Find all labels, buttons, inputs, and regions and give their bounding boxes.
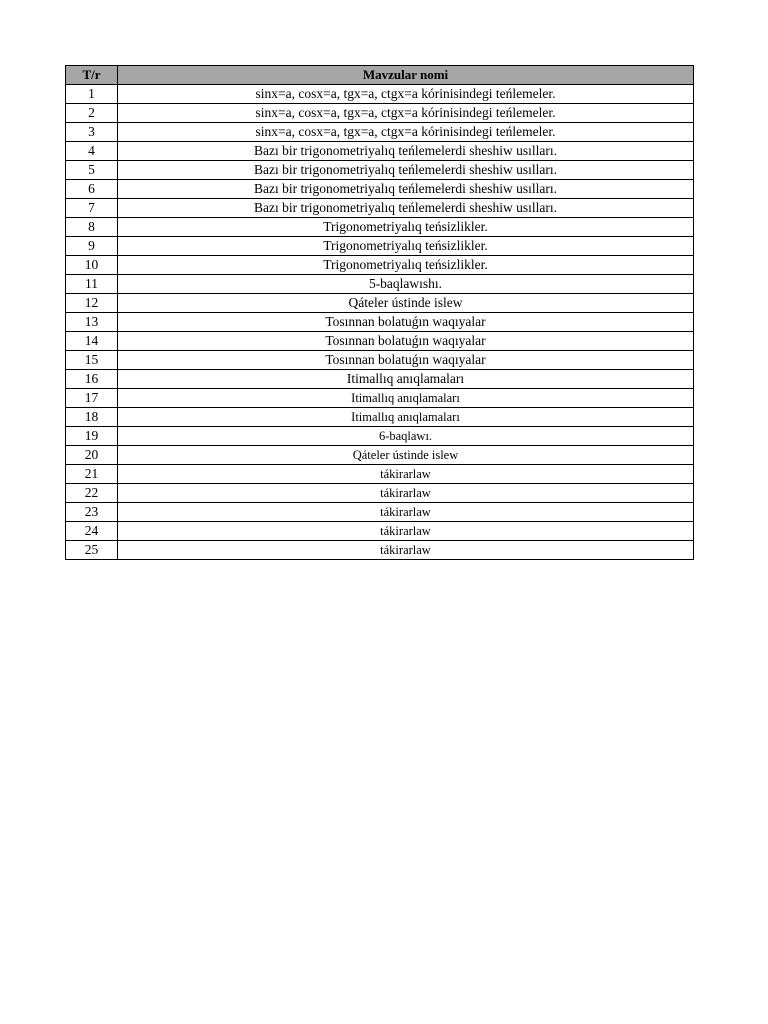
table-row <box>66 199 694 218</box>
header-number: T/r <box>66 66 118 85</box>
header-topic-name: Mavzular nomi <box>118 66 694 85</box>
row-topic-cell: 5-baqlawıshı. <box>118 275 694 294</box>
row-number-cell: 5 <box>66 161 118 180</box>
row-number-cell: 24 <box>66 522 118 541</box>
table-row <box>66 332 694 351</box>
row-number-cell: 15 <box>66 351 118 370</box>
table-row <box>66 123 694 142</box>
row-number-cell: 9 <box>66 237 118 256</box>
row-number-cell: 23 <box>66 503 118 522</box>
row-number-cell: 12 <box>66 294 118 313</box>
table-row <box>66 522 694 541</box>
row-topic-cell: tákirarlaw <box>118 541 694 560</box>
row-number-cell: 18 <box>66 408 118 427</box>
table-row <box>66 446 694 465</box>
row-number-cell: 8 <box>66 218 118 237</box>
row-topic-cell: Qáteler ústinde islew <box>118 294 694 313</box>
row-topic-cell: Qáteler ústinde islew <box>118 446 694 465</box>
table-row <box>66 218 694 237</box>
table-row <box>66 484 694 503</box>
table-body <box>66 85 694 560</box>
table-row <box>66 237 694 256</box>
table-row <box>66 465 694 484</box>
row-topic-cell: 6-baqlawı. <box>118 427 694 446</box>
row-number-cell: 16 <box>66 370 118 389</box>
table-header-row <box>66 66 694 85</box>
row-number-cell: 2 <box>66 104 118 123</box>
table-row <box>66 427 694 446</box>
row-topic-cell: Trigonometriyalıq teńsizlikler. <box>118 237 694 256</box>
table-row <box>66 180 694 199</box>
row-number-cell: 21 <box>66 465 118 484</box>
row-topic-cell: tákirarlaw <box>118 484 694 503</box>
row-topic-cell: Tosınnan bolatuǵın waqıyalar <box>118 351 694 370</box>
table-row <box>66 351 694 370</box>
row-topic-cell: Itimallıq anıqlamaları <box>118 408 694 427</box>
row-number-cell: 19 <box>66 427 118 446</box>
row-number-cell: 7 <box>66 199 118 218</box>
table-row <box>66 142 694 161</box>
row-number-cell: 10 <box>66 256 118 275</box>
row-number-cell: 4 <box>66 142 118 161</box>
row-topic-cell: Bazı bir trigonometriyalıq teńlemelerdi sheshiw usılları. <box>118 161 694 180</box>
table-row <box>66 389 694 408</box>
row-topic-cell: Bazı bir trigonometriyalıq teńlemelerdi sheshiw usılları. <box>118 199 694 218</box>
table-row <box>66 161 694 180</box>
row-number-cell: 14 <box>66 332 118 351</box>
table-row <box>66 256 694 275</box>
row-number-cell: 25 <box>66 541 118 560</box>
row-number-cell: 3 <box>66 123 118 142</box>
row-topic-cell: Tosınnan bolatuǵın waqıyalar <box>118 332 694 351</box>
row-number-cell: 17 <box>66 389 118 408</box>
row-number-cell: 6 <box>66 180 118 199</box>
table-row <box>66 104 694 123</box>
row-topic-cell: Itimallıq anıqlamaları <box>118 389 694 408</box>
row-topic-cell: tákirarlaw <box>118 522 694 541</box>
row-number-cell: 1 <box>66 85 118 104</box>
table-row <box>66 294 694 313</box>
row-topic-cell: Tosınnan bolatuǵın waqıyalar <box>118 313 694 332</box>
row-topic-cell: Bazı bir trigonometriyalıq teńlemelerdi sheshiw usılları. <box>118 180 694 199</box>
row-topic-cell: sinx=a, cosx=a, tgx=a, ctgx=a kórinisindegi teńlemeler. <box>118 85 694 104</box>
table-row <box>66 541 694 560</box>
row-topic-cell: Bazı bir trigonometriyalıq teńlemelerdi sheshiw usılları. <box>118 142 694 161</box>
table-row <box>66 370 694 389</box>
row-number-cell: 13 <box>66 313 118 332</box>
row-topic-cell: tákirarlaw <box>118 465 694 484</box>
table-row <box>66 275 694 294</box>
table-row <box>66 408 694 427</box>
row-topic-cell: Trigonometriyalıq teńsizlikler. <box>118 218 694 237</box>
row-topic-cell: sinx=a, cosx=a, tgx=a, ctgx=a kórinisindegi teńlemeler. <box>118 123 694 142</box>
row-topic-cell: tákirarlaw <box>118 503 694 522</box>
table-row <box>66 503 694 522</box>
row-number-cell: 11 <box>66 275 118 294</box>
table-row <box>66 313 694 332</box>
row-number-cell: 22 <box>66 484 118 503</box>
topics-table <box>65 65 694 560</box>
table-row <box>66 85 694 104</box>
row-number-cell: 20 <box>66 446 118 465</box>
row-topic-cell: Itimallıq anıqlamaları <box>118 370 694 389</box>
row-topic-cell: Trigonometriyalıq teńsizlikler. <box>118 256 694 275</box>
row-topic-cell: sinx=a, cosx=a, tgx=a, ctgx=a kórinisindegi teńlemeler. <box>118 104 694 123</box>
